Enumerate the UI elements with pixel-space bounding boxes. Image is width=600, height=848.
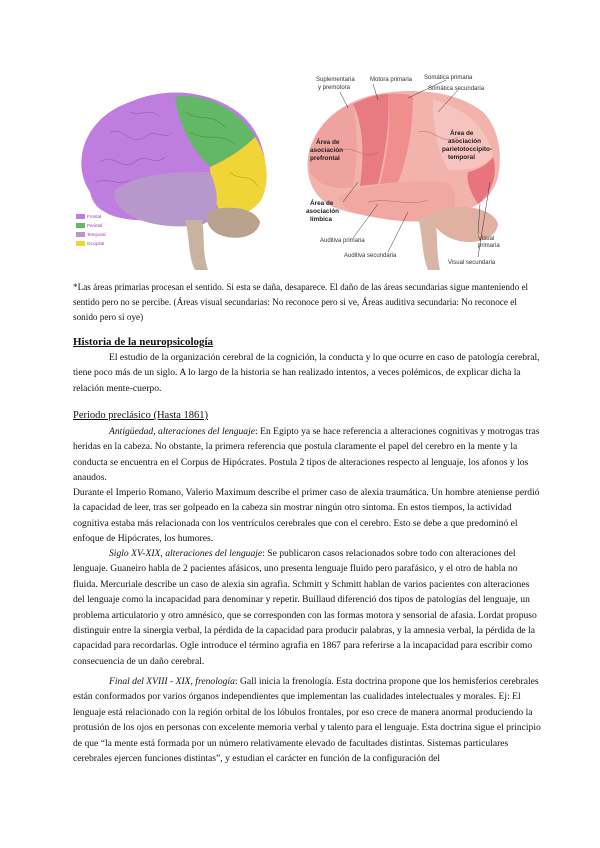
- label-auditiva-secundaria: Auditiva secundaria: [344, 253, 397, 259]
- intro-paragraph: El estudio de la organización cerebral de la cognición, la conducta y lo que ocurre en caso de patología cerebral, tiene poco más de un siglo. A lo largo de la historia se han realizado intentos, a veces polémicos, de explicar dicha la relación mente-cuerpo.: [73, 352, 540, 394]
- frenologia-text: : Gall inicia la frenología. Esta doctrina propone que los hemisferios cerebrales están conformados por varios órganos independientes que implementan las cualidades intelectuales y morales. Ej: El lenguaje está relacionado con la región orbital de los lóbulos frontales, por eso crece de manera anormal produciendo la protusión de los ojos en personas con excelente memoria verbal y talento para el lenguaje. Esta doctrina sigue el principio de que “la mente está formada por un número relativamente elevado de facultades distintas. Sistemas particulares cerebrales ejercen funciones distintas”, y estudian el carácter en función de la configuración del: [73, 676, 541, 765]
- legend-temporal: Temporal: [87, 232, 106, 237]
- brain-areas-figure: [298, 72, 536, 272]
- paragraph-imperio-romano: Durante el Imperio Romano, Valerio Maximum describe el primer caso de alexia traumática. Un hombre ateniense perdió la capacidad de leer, tras ser golpeado en la cabeza sin mostrar ningún otro síntoma. En estos tiempos, la actividad cognitiva estaba más relacionada con los ventrículos cerebrales que con el cerebro. Esto se debe a que predominó el enfoque de Hipócrates, los humores.: [73, 487, 540, 545]
- lobe-legend: [76, 214, 106, 246]
- label-auditiva-primaria: Auditiva primaria: [320, 238, 365, 244]
- antiguedad-text: : En Egipto ya se hace referencia a alteraciones cognitivas y motrogas tras heridas en la cabeza. No obstante, la primera referencia que postula claramente el papel del cerebro en la mente y la conducta se encuentra en el Corpus de Hipócrates. Postula 2 tipos de alteraciones respecto al lenguaje, los afonos y los anaudos.: [73, 426, 540, 484]
- label-visual-primaria-2: primaria: [478, 243, 500, 249]
- label-limbica-1: Área de: [310, 200, 334, 207]
- label-parieto-2: asociación: [448, 138, 482, 145]
- paragraph-siglo-xv-xix: [73, 546, 543, 669]
- legend-frontal: Frontal: [87, 214, 102, 219]
- label-visual-primaria-1: Visual: [478, 236, 495, 242]
- siglo-text: : Se publicaron casos relacionados sobre todo con alteraciones del lenguaje. Guaneiro habla de 2 pacientes afásicos, uno presenta lenguaje fluido pero parafásico, y el otro de habla no fluida. Mercuriale describe un caso de alexia sin agrafia. Schmitt y Schmitt hablan de varios pacientes con alteraciones del lenguaje como la incapacidad para denominar y repetir. Buillaud diferenció dos tipos de patologías del lenguaje, un problema articulatorio y otro amnésico, que se corresponden con las formas motora y sensorial de afasia. Lordat propuso distinguir entre la sinergia verbal, la pérdida de la capacidad para producir palabras, y la amnesia verbal, la pérdida de la capacidad para recordarlas. Ogle introduce el término agrafia en 1867 para referirse a la incapacidad para escribir como consecuencia de un daño cerebral.: [73, 548, 537, 667]
- label-parieto-3: parietotoccipito-: [442, 146, 493, 153]
- label-somatica-secundaria: Somática secundaria: [428, 86, 485, 92]
- label-parieto-4: temporal: [448, 154, 475, 161]
- label-motora: Motora primaria: [370, 77, 413, 83]
- paragraph-frenologia: [73, 674, 543, 766]
- label-prefrontal-1: Área de: [316, 139, 340, 146]
- label-limbica-2: asociación: [306, 208, 340, 215]
- antiguedad-title: Antigüedad, alteraciones del lenguaje: [109, 426, 256, 437]
- label-prefrontal-3: prefrontal: [310, 155, 340, 162]
- frenologia-title: Final del XVIII - XIX, frenología: [109, 676, 235, 687]
- legend-parietal: Parietal: [87, 223, 103, 228]
- period-title: Periodo preclásico (Hasta 1861): [73, 410, 208, 421]
- label-somatica-primaria: Somática primaria: [424, 75, 473, 81]
- label-suplementaria: Suplementaria: [316, 77, 355, 83]
- siglo-title: Siglo XV-XIX, alteraciones del lenguaje: [109, 548, 263, 559]
- legend-occipital: Occipital: [87, 241, 105, 246]
- paragraph-antiguedad: [73, 424, 543, 486]
- label-visual-secundaria: Visual secundaria: [448, 260, 496, 266]
- label-parieto-1: Área de: [450, 130, 474, 137]
- section-heading: Historia de la neuropsicología: [73, 336, 214, 348]
- label-prefrontal-2: asociación: [310, 147, 344, 154]
- figure-caption: *Las áreas primarias procesan el sentido. Si esta se daña, desaparece. El daño de las áreas secundarias sigue manteniendo el sentido pero no se percibe. (Áreas visual secundarias: No reconoce pero si ve, Áreas auditiva secundaria: No reconoce el sonido pero si oye): [73, 282, 529, 322]
- label-limbica-3: límbica: [310, 216, 333, 223]
- label-premotora: y premotora: [318, 85, 351, 91]
- brain-lobes-figure: [60, 72, 280, 272]
